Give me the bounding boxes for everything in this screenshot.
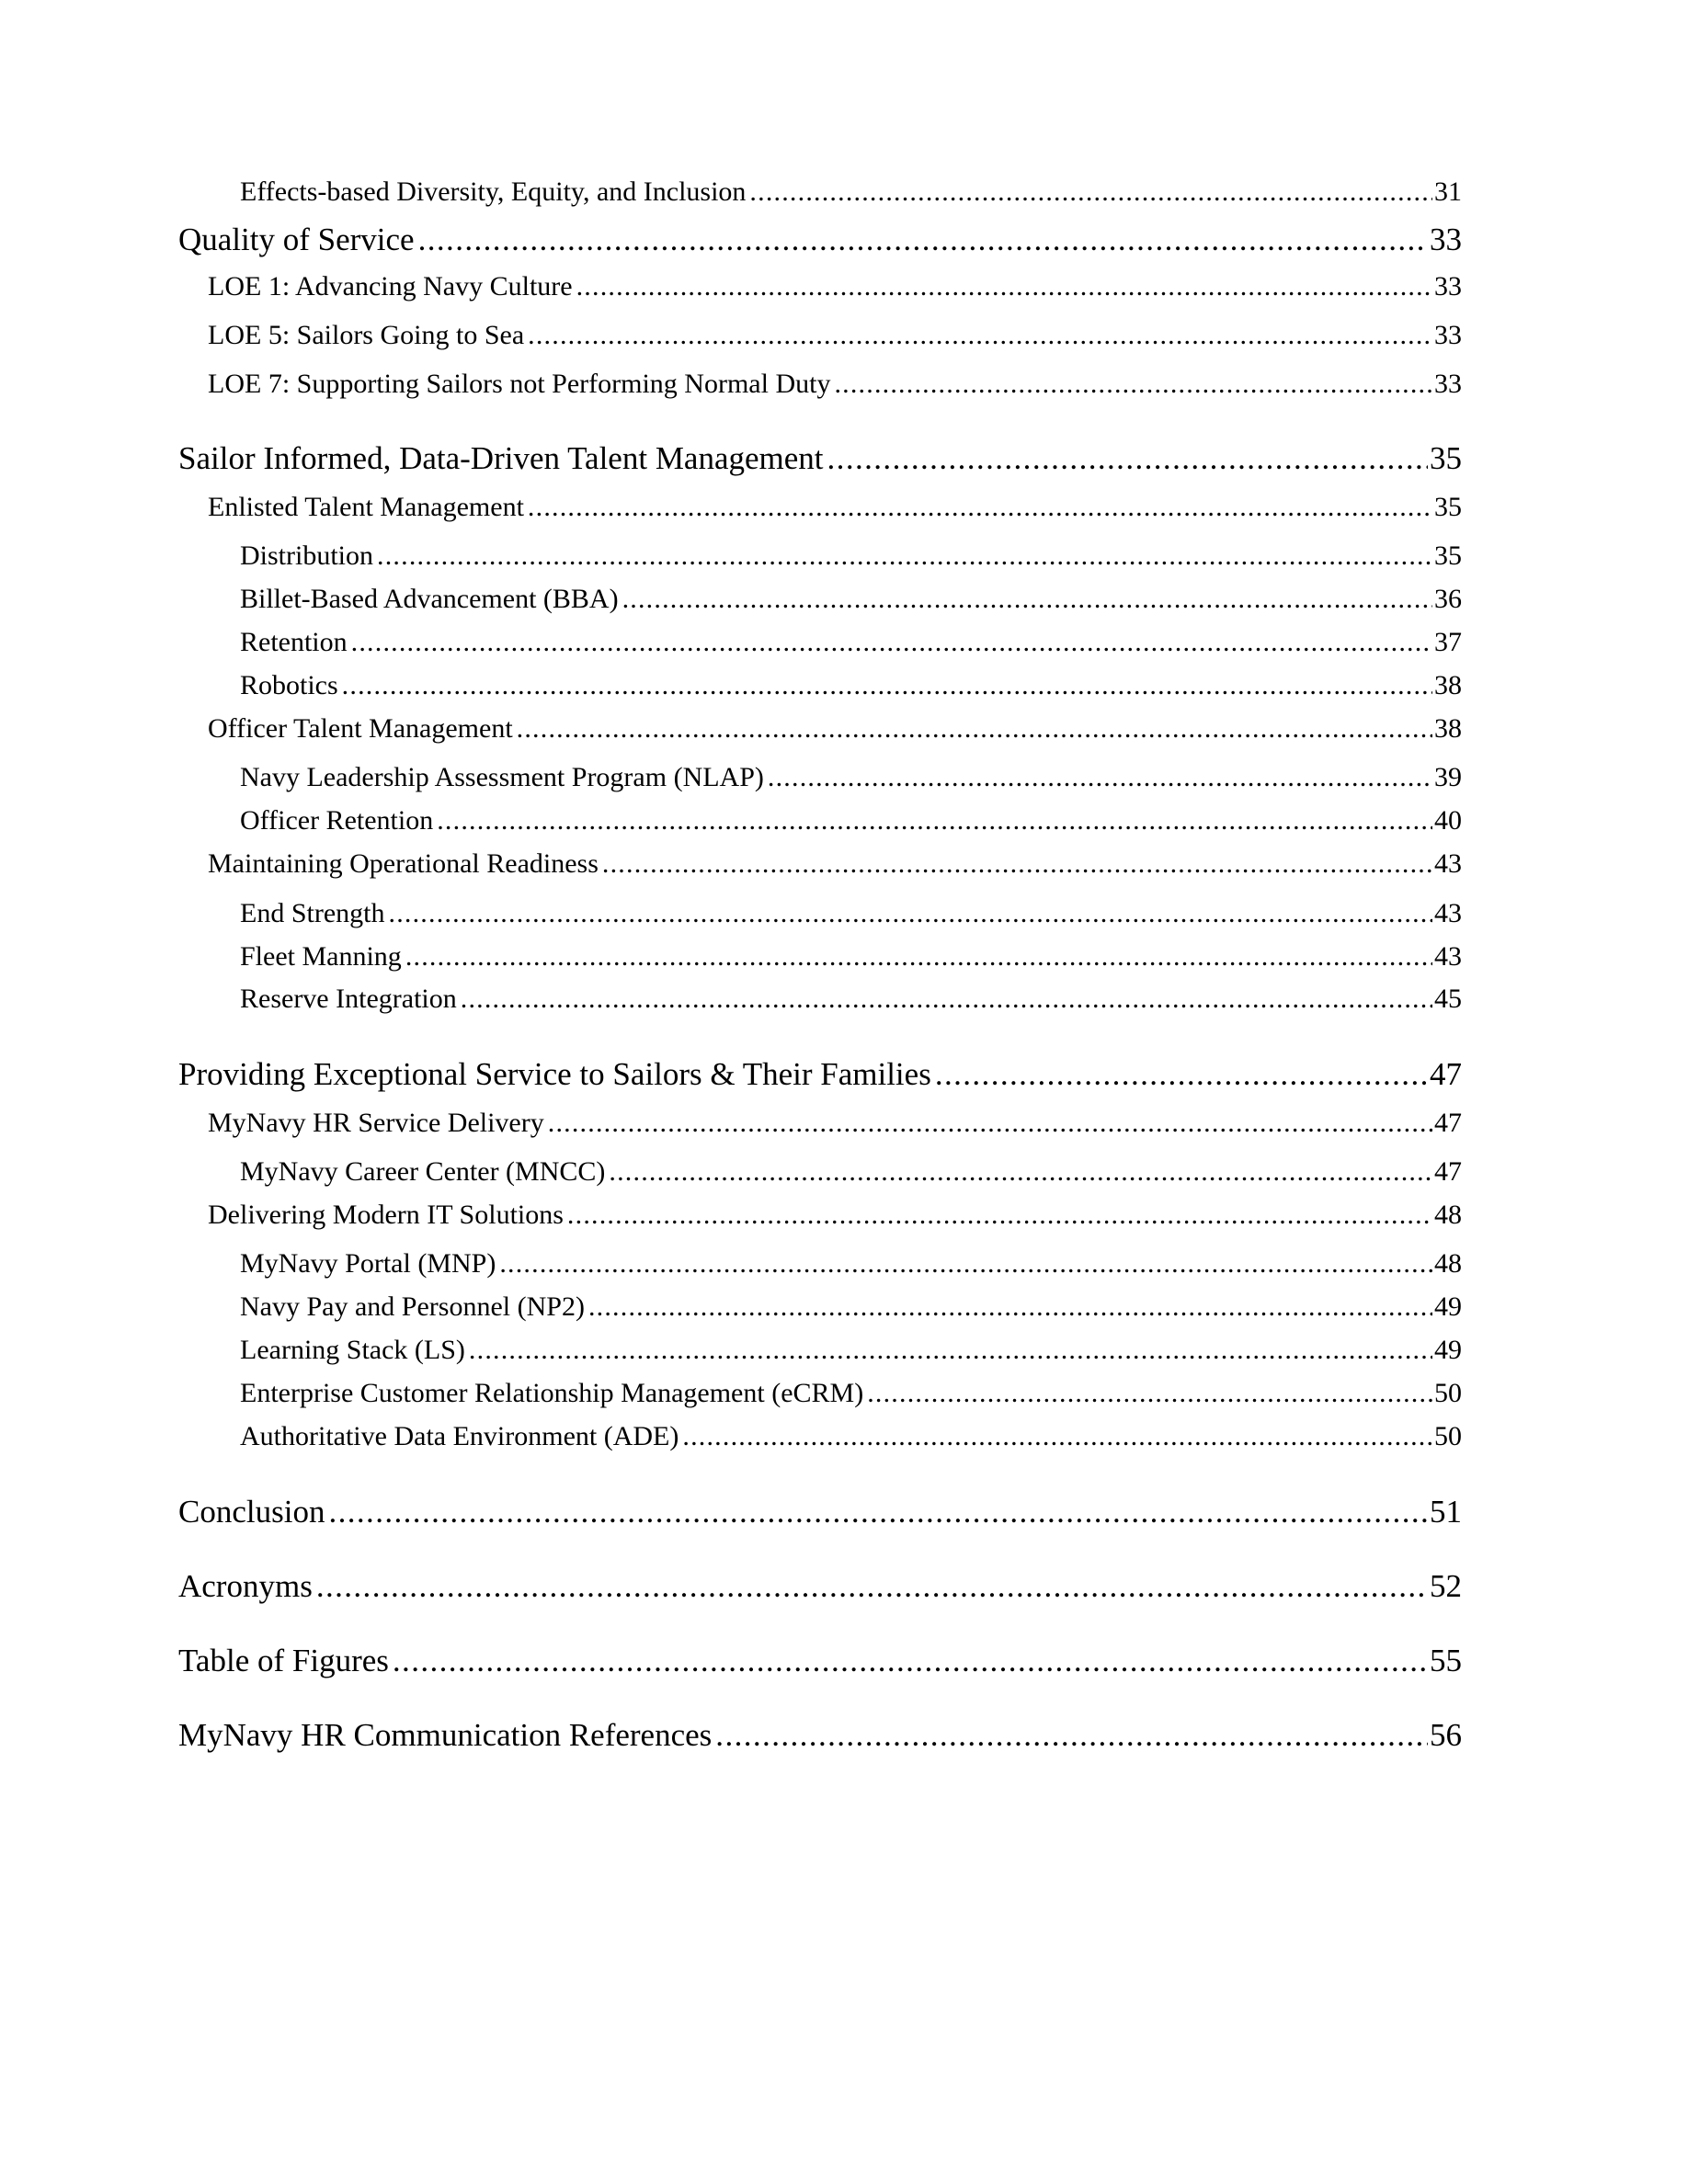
- toc-entry[interactable]: [240, 764, 1462, 791]
- toc-dot-leader: [548, 1109, 1432, 1137]
- toc-page-number: 38: [1434, 713, 1462, 744]
- toc-dot-leader: [576, 273, 1432, 301]
- toc-page-number: 36: [1434, 584, 1462, 614]
- toc-page-number: 47: [1434, 1156, 1462, 1187]
- toc-page-number: 35: [1434, 540, 1462, 571]
- toc-entry-title[interactable]: Maintaining Operational Readiness: [208, 848, 599, 879]
- toc-entry-title[interactable]: Conclusion: [178, 1494, 325, 1530]
- toc-dot-leader: [588, 1293, 1432, 1321]
- toc-page-number: 35: [1434, 492, 1462, 522]
- toc-dot-leader: [342, 672, 1432, 700]
- toc-page-number: 33: [1434, 320, 1462, 350]
- toc-dot-leader: [517, 715, 1432, 743]
- toc-dot-leader: [393, 1644, 1428, 1677]
- toc-entry-title[interactable]: Acronyms: [178, 1568, 313, 1604]
- toc-page-number: 38: [1434, 670, 1462, 700]
- toc-dot-leader: [437, 807, 1432, 835]
- toc-entry[interactable]: [178, 1719, 1462, 1751]
- toc-entry[interactable]: [240, 1423, 1462, 1450]
- toc-entry[interactable]: [178, 1644, 1462, 1677]
- toc-entry-title[interactable]: Robotics: [240, 670, 338, 700]
- toc-entry-title[interactable]: MyNavy Career Center (MNCC): [240, 1156, 606, 1187]
- toc-dot-leader: [528, 494, 1432, 521]
- toc-entry-title[interactable]: Navy Pay and Personnel (NP2): [240, 1291, 585, 1322]
- toc-dot-leader: [867, 1380, 1432, 1407]
- toc-page-number: 52: [1430, 1568, 1462, 1604]
- toc-dot-leader: [567, 1201, 1432, 1229]
- toc-page-number: 50: [1434, 1421, 1462, 1451]
- toc-page-number: 45: [1434, 984, 1462, 1014]
- toc-entry-title[interactable]: LOE 1: Advancing Navy Culture: [208, 271, 573, 301]
- toc-entry[interactable]: [240, 542, 1462, 570]
- toc-entry[interactable]: [240, 1337, 1462, 1364]
- toc-dot-leader: [499, 1250, 1432, 1278]
- toc-page-number: 40: [1434, 805, 1462, 836]
- toc-page-number: 48: [1434, 1248, 1462, 1279]
- toc-entry[interactable]: [240, 178, 1462, 206]
- toc-page-number: 37: [1434, 627, 1462, 657]
- toc-entry[interactable]: [240, 1158, 1462, 1186]
- toc-entry[interactable]: [208, 1201, 1462, 1229]
- toc-entry-title[interactable]: End Strength: [240, 898, 385, 928]
- toc-entry[interactable]: [178, 1058, 1462, 1090]
- toc-entry[interactable]: [240, 1250, 1462, 1278]
- toc-dot-leader: [715, 1719, 1428, 1751]
- toc-entry-title[interactable]: Navy Leadership Assessment Program (NLAP): [240, 762, 764, 792]
- toc-entry[interactable]: [240, 1380, 1462, 1407]
- toc-dot-leader: [469, 1337, 1432, 1364]
- toc-entry-title[interactable]: LOE 7: Supporting Sailors not Performing Normal Duty: [208, 369, 831, 399]
- toc-entry-title[interactable]: Quality of Service: [178, 222, 415, 257]
- toc-page-number: 55: [1430, 1643, 1462, 1678]
- toc-entry-title[interactable]: Enterprise Customer Relationship Management (eCRM): [240, 1378, 864, 1408]
- toc-page-number: 43: [1434, 941, 1462, 972]
- toc-entry-title[interactable]: LOE 5: Sailors Going to Sea: [208, 320, 525, 350]
- toc-entry[interactable]: [240, 1293, 1462, 1321]
- toc-entry-title[interactable]: Distribution: [240, 540, 374, 571]
- toc-entry-title[interactable]: Providing Exceptional Service to Sailors & Their Families: [178, 1056, 931, 1092]
- toc-entry-title[interactable]: Officer Talent Management: [208, 713, 513, 744]
- toc-dot-leader: [935, 1058, 1428, 1090]
- toc-dot-leader: [389, 900, 1433, 927]
- toc-dot-leader: [377, 542, 1432, 570]
- toc-entry[interactable]: [240, 985, 1462, 1013]
- toc-entry[interactable]: [208, 494, 1462, 521]
- toc-page-number: 39: [1434, 762, 1462, 792]
- toc-dot-leader: [622, 586, 1432, 613]
- toc-page-number: 43: [1434, 898, 1462, 928]
- toc-entry[interactable]: [178, 223, 1462, 256]
- toc-dot-leader: [528, 322, 1432, 349]
- toc-dot-leader: [609, 1158, 1432, 1186]
- toc-page-number: 43: [1434, 848, 1462, 879]
- toc-entry[interactable]: [240, 943, 1462, 971]
- toc-entry[interactable]: [178, 442, 1462, 474]
- toc-page-number: 47: [1434, 1108, 1462, 1138]
- toc-page-number: 33: [1434, 271, 1462, 301]
- toc-entry[interactable]: [208, 370, 1462, 398]
- toc-entry-title[interactable]: MyNavy HR Communication References: [178, 1717, 713, 1753]
- toc-page-number: 51: [1430, 1494, 1462, 1530]
- toc-entry-title[interactable]: Sailor Informed, Data-Driven Talent Management: [178, 440, 824, 476]
- toc-entry-title[interactable]: Reserve Integration: [240, 984, 457, 1014]
- toc-entry-title[interactable]: Effects-based Diversity, Equity, and Inclusion: [240, 176, 747, 207]
- toc-page-number: 56: [1430, 1717, 1462, 1753]
- toc-dot-leader: [328, 1496, 1428, 1528]
- toc-page-number: 48: [1434, 1200, 1462, 1230]
- toc-entry[interactable]: [208, 322, 1462, 349]
- toc-dot-leader: [405, 943, 1432, 971]
- toc-dot-leader: [351, 629, 1432, 656]
- toc-dot-leader: [602, 850, 1432, 878]
- toc-entry-title[interactable]: Learning Stack (LS): [240, 1335, 465, 1365]
- toc-page-number: 49: [1434, 1291, 1462, 1322]
- toc-page-number: 31: [1434, 176, 1462, 207]
- toc-entry-title[interactable]: Retention: [240, 627, 348, 657]
- toc-dot-leader: [827, 442, 1428, 474]
- toc-page-number: 49: [1434, 1335, 1462, 1365]
- toc-entry[interactable]: [208, 850, 1462, 878]
- toc-entry[interactable]: [240, 807, 1462, 835]
- toc-entry-title[interactable]: MyNavy Portal (MNP): [240, 1248, 496, 1279]
- toc-dot-leader: [461, 985, 1432, 1013]
- toc-entry[interactable]: [208, 715, 1462, 743]
- toc-entry[interactable]: [240, 586, 1462, 613]
- toc-entry[interactable]: [240, 672, 1462, 700]
- toc-entry-title[interactable]: Table of Figures: [178, 1643, 389, 1678]
- toc-page-number: 50: [1434, 1378, 1462, 1408]
- toc-entry[interactable]: [208, 273, 1462, 301]
- toc-entry[interactable]: [240, 900, 1462, 927]
- toc-entry-title[interactable]: Enlisted Talent Management: [208, 492, 524, 522]
- toc-entry[interactable]: [178, 1570, 1462, 1602]
- toc-entry[interactable]: [208, 1109, 1462, 1137]
- toc-entry-title[interactable]: MyNavy HR Service Delivery: [208, 1108, 544, 1138]
- toc-entry-title[interactable]: Authoritative Data Environment (ADE): [240, 1421, 679, 1451]
- toc-dot-leader: [749, 178, 1432, 206]
- toc-dot-leader: [682, 1423, 1432, 1450]
- toc-dot-leader: [768, 764, 1432, 791]
- toc-page-number: 35: [1430, 440, 1462, 476]
- toc-dot-leader: [418, 223, 1428, 256]
- toc-dot-leader: [834, 370, 1432, 398]
- toc-page-number: 47: [1430, 1056, 1462, 1092]
- toc-entry-title[interactable]: Delivering Modern IT Solutions: [208, 1200, 564, 1230]
- toc-entry-title[interactable]: Billet-Based Advancement (BBA): [240, 584, 619, 614]
- toc-page-number: 33: [1430, 222, 1462, 257]
- toc-entry-title[interactable]: Fleet Manning: [240, 941, 402, 972]
- toc-page-number: 33: [1434, 369, 1462, 399]
- toc-dot-leader: [316, 1570, 1428, 1602]
- toc-entry[interactable]: [178, 1496, 1462, 1528]
- toc-entry[interactable]: [240, 629, 1462, 656]
- toc-entry-title[interactable]: Officer Retention: [240, 805, 434, 836]
